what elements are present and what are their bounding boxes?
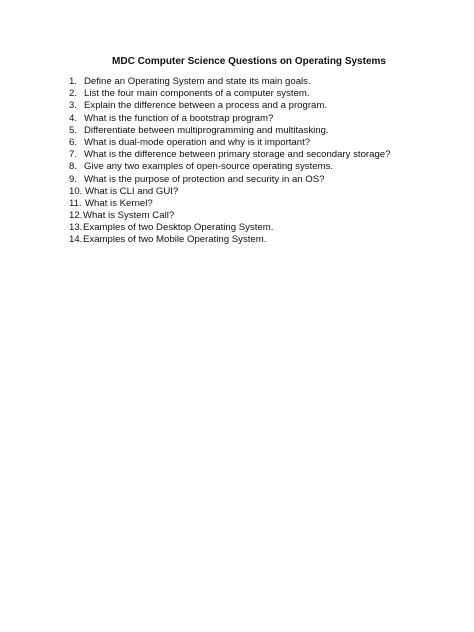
- question-list: [69, 76, 390, 247]
- list-item: [69, 125, 390, 137]
- list-item: [69, 100, 390, 112]
- list-item: [69, 161, 390, 173]
- question-text: What is the difference between primary storage and secondary storage?: [84, 149, 391, 161]
- list-item: [69, 113, 390, 125]
- question-text: What is System Call?: [83, 210, 175, 222]
- question-text: What is Kernel?: [85, 197, 153, 209]
- question-number: 4.: [69, 112, 78, 124]
- list-item: [69, 186, 390, 198]
- question-number: 8.: [69, 161, 78, 173]
- question-number: 10.: [69, 185, 83, 197]
- question-text: What is the purpose of protection and security in an OS?: [84, 173, 325, 185]
- list-item: [69, 174, 390, 186]
- question-text: What is dual-mode operation and why is it important?: [84, 136, 311, 148]
- question-text: Define an Operating System and state its main goals.: [84, 76, 311, 87]
- question-number: 2.: [69, 88, 78, 100]
- list-item: [69, 76, 390, 88]
- question-number: 7.: [69, 149, 78, 161]
- question-number: 6.: [69, 136, 78, 148]
- question-number: 5.: [69, 124, 78, 136]
- question-text: Examples of two Desktop Operating System.: [83, 222, 274, 234]
- question-number: 14.: [69, 234, 83, 246]
- list-item: [69, 234, 390, 246]
- question-number: 12.: [69, 210, 83, 222]
- list-item: [69, 198, 390, 210]
- list-item: [69, 222, 390, 234]
- question-text: List the four main components of a computer system.: [84, 88, 310, 100]
- question-number: 11.: [69, 197, 82, 209]
- question-text: Give any two examples of open-source operating systems.: [84, 161, 334, 173]
- question-number: 13.: [69, 222, 83, 234]
- list-item: [69, 210, 390, 222]
- question-text: Differentiate between multiprogramming and multitasking.: [84, 124, 329, 136]
- question-number: 3.: [69, 100, 78, 112]
- list-item: [69, 137, 390, 149]
- question-text: Examples of two Mobile Operating System.: [83, 234, 267, 246]
- list-item: [69, 88, 390, 100]
- list-item: [69, 149, 390, 161]
- page-title: MDC Computer Science Questions on Operating Systems: [112, 56, 386, 67]
- question-text: What is CLI and GUI?: [85, 185, 179, 197]
- question-text: What is the function of a bootstrap program?: [84, 112, 274, 124]
- question-text: Explain the difference between a process and a program.: [84, 100, 328, 112]
- question-number: 1.: [69, 76, 78, 87]
- question-number: 9.: [69, 173, 78, 185]
